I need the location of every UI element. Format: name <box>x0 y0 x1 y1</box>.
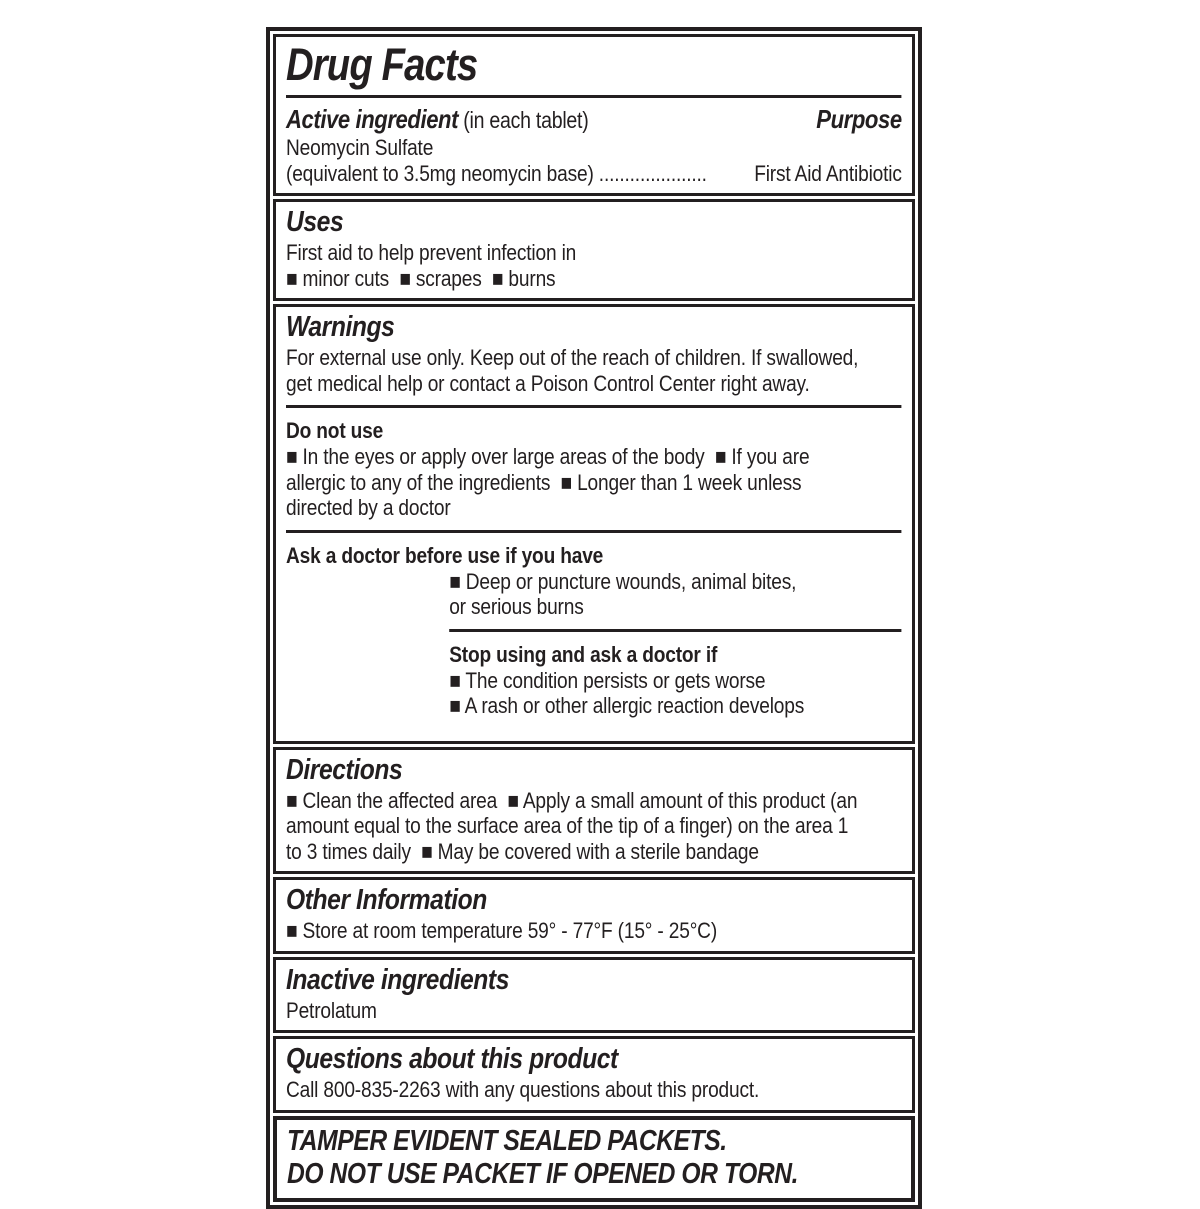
purpose-heading: Purpose <box>816 104 902 134</box>
tamper-line: DO NOT USE PACKET IF OPENED OR TORN. <box>287 1157 799 1190</box>
drug-facts-label <box>266 27 922 1209</box>
drug-facts-title: Drug Facts <box>286 39 478 90</box>
do-not-use-line: directed by a doctor <box>286 495 451 520</box>
active-ingredient-suffix: (in each tablet) <box>458 107 589 133</box>
warnings-paragraph-line: For external use only. Keep out of the reach of children. If swallowed, <box>286 345 859 370</box>
warnings-divider <box>286 530 902 533</box>
ask-doctor-indent-block <box>449 569 902 620</box>
other-information-heading: Other Information <box>286 884 487 916</box>
directions-line: to 3 times daily ■ May be covered with a sterile bandage <box>286 838 759 864</box>
tamper-line: TAMPER EVIDENT SEALED PACKETS. <box>287 1124 727 1157</box>
directions-line: amount equal to the surface area of the tip of a finger) on the area 1 <box>286 813 849 838</box>
active-ingredient-label: Active ingredient <box>286 104 459 134</box>
section-other-information <box>273 877 915 954</box>
uses-bullet-line: ■ minor cuts ■ scrapes ■ burns <box>286 265 556 291</box>
section-title-active-ingredient <box>273 34 915 196</box>
ingredient-name: Neomycin Sulfate <box>286 135 434 160</box>
ingredient-equivalence-row <box>286 161 902 187</box>
questions-line: Call 800-835-2263 with any questions about this product. <box>286 1077 760 1102</box>
stop-using-indent-block <box>449 641 902 719</box>
ingredient-equivalence-text: (equivalent to 3.5mg neomycin base) ..................... <box>286 160 707 186</box>
purpose-value: First Aid Antibiotic <box>754 160 902 186</box>
section-inactive-ingredients <box>273 957 915 1034</box>
questions-heading: Questions about this product <box>286 1043 618 1075</box>
do-not-use-line: allergic to any of the ingredients ■ Longer than 1 week unless <box>286 469 802 495</box>
directions-line: ■ Clean the affected area ■ Apply a small amount of this product (an <box>286 787 858 813</box>
title-divider <box>286 95 902 98</box>
uses-line: First aid to help prevent infection in <box>286 240 577 265</box>
section-uses <box>273 199 915 301</box>
stop-using-divider <box>449 629 902 632</box>
do-not-use-line: ■ In the eyes or apply over large areas of the body ■ If you are <box>286 444 810 469</box>
ask-doctor-line: ■ Deep or puncture wounds, animal bites, <box>449 568 797 594</box>
directions-heading: Directions <box>286 753 403 786</box>
stop-using-heading: Stop using and ask a doctor if <box>449 641 718 667</box>
active-ingredient-heading <box>286 104 588 135</box>
warnings-divider <box>286 405 902 408</box>
inactive-ingredients-heading: Inactive ingredients <box>286 963 510 996</box>
active-ingredient-header-row <box>286 104 902 135</box>
do-not-use-heading: Do not use <box>286 418 384 443</box>
section-directions <box>273 747 915 875</box>
uses-heading: Uses <box>286 206 344 238</box>
ask-doctor-heading: Ask a doctor before use if you have <box>286 542 604 568</box>
inactive-ingredients-line: Petrolatum <box>286 997 377 1023</box>
ask-doctor-line: or serious burns <box>449 594 584 619</box>
section-questions <box>273 1036 915 1113</box>
stop-using-line: ■ A rash or other allergic reaction develops <box>449 693 805 718</box>
warnings-heading: Warnings <box>286 311 395 343</box>
section-warnings <box>273 304 915 744</box>
stop-using-line: ■ The condition persists or gets worse <box>449 667 766 693</box>
warnings-paragraph-line: get medical help or contact a Poison Control Center right away. <box>286 370 810 396</box>
section-tamper-evident <box>273 1116 915 1202</box>
other-information-line: ■ Store at room temperature 59° - 77°F (15° - 25°C) <box>286 918 718 943</box>
